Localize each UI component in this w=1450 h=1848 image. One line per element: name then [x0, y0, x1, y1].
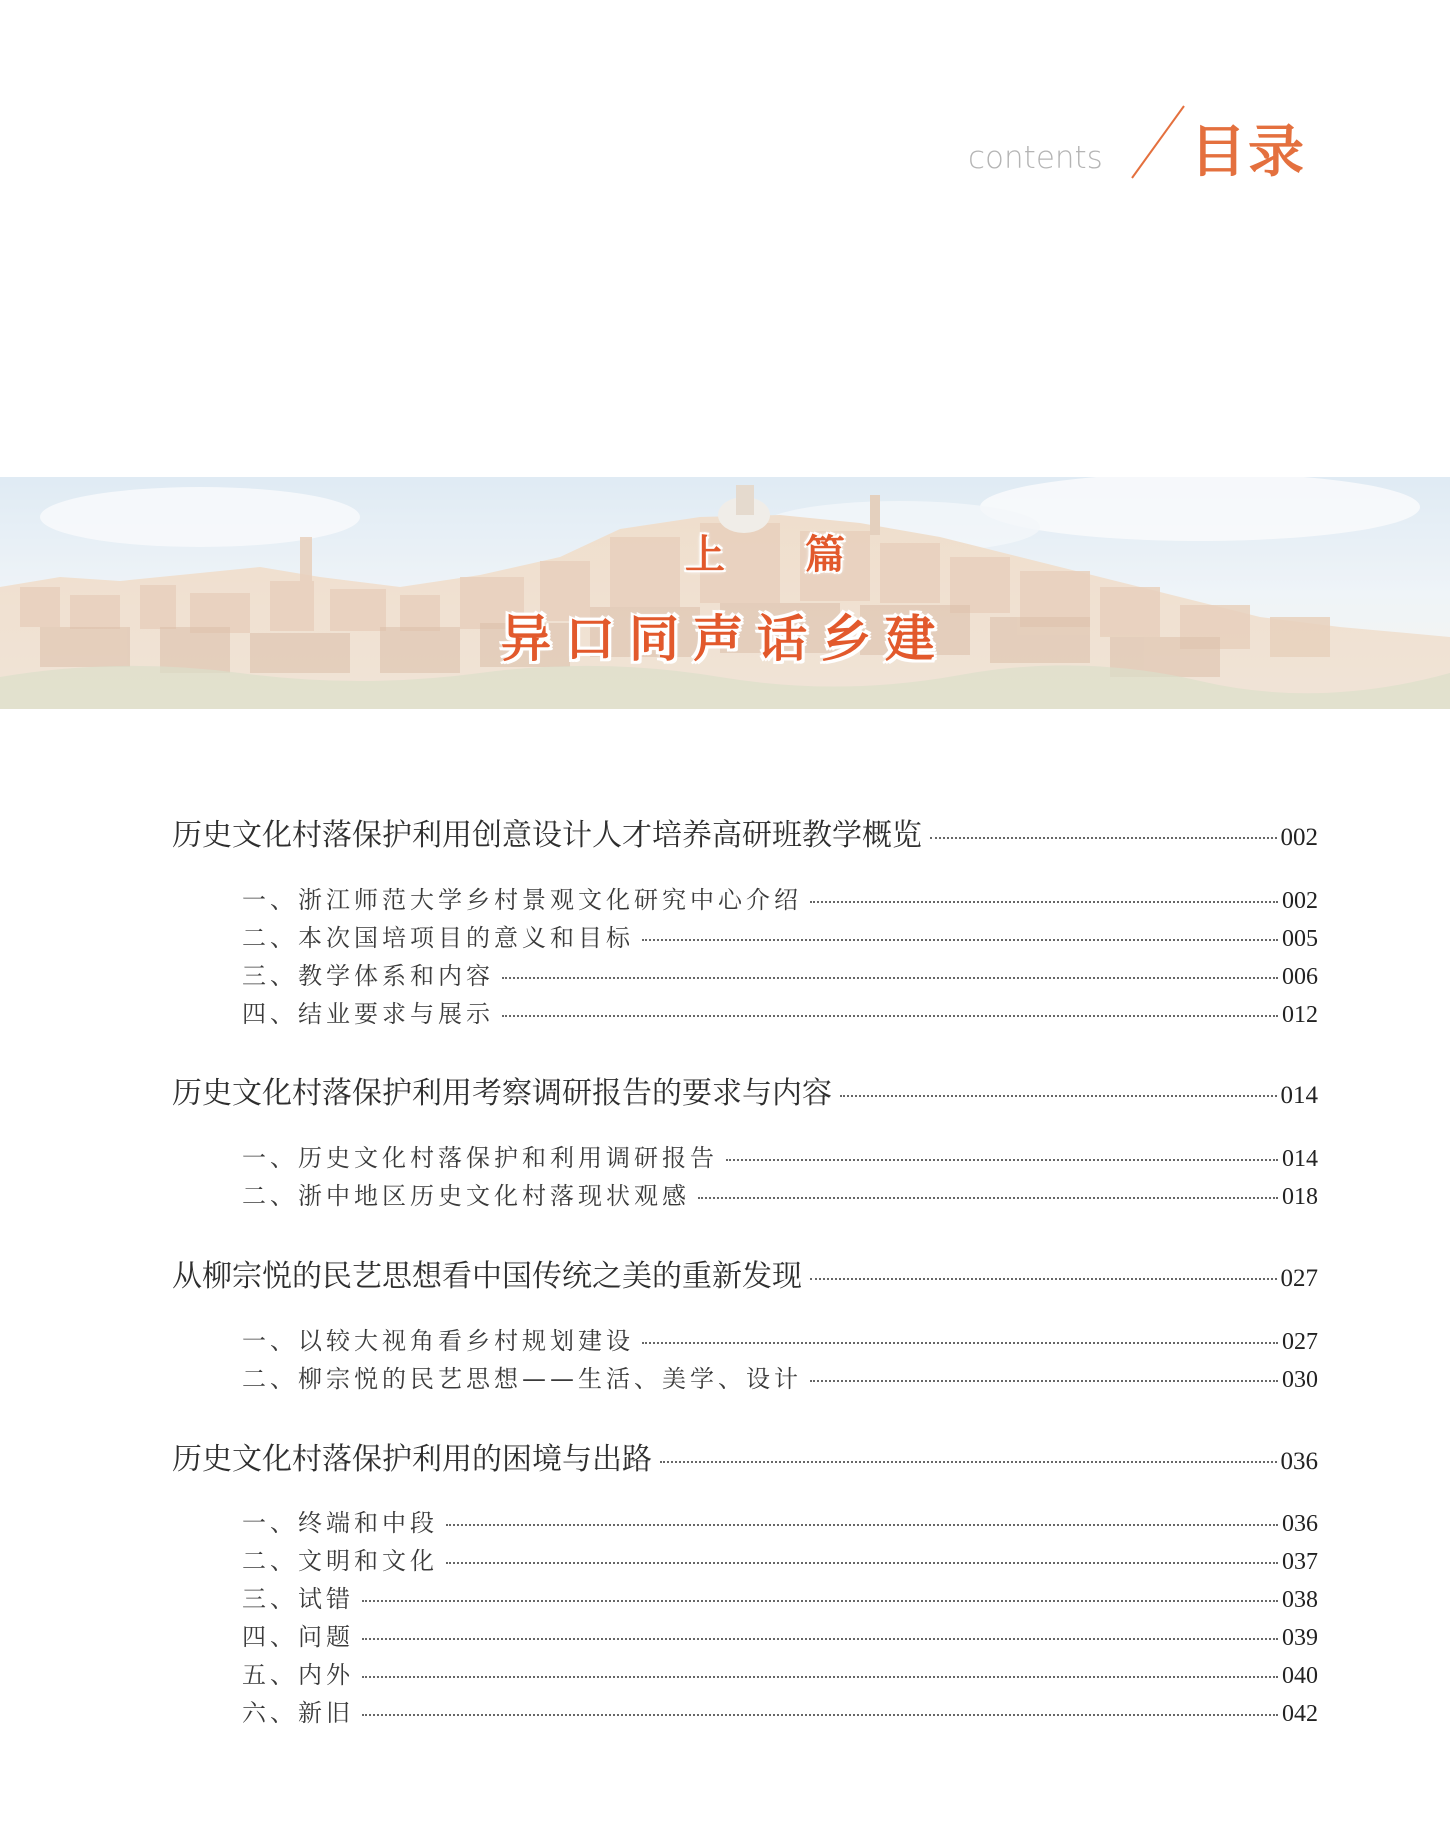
toc-page-number: 042	[1282, 1701, 1318, 1727]
toc-label: 历史文化村落保护利用创意设计人才培养高研班教学概览	[172, 818, 922, 853]
toc-entry-main[interactable]	[172, 810, 1318, 854]
toc-label: 三、试错	[242, 1585, 354, 1613]
contents-label: contents	[968, 140, 1103, 176]
dot-leader	[502, 1015, 1278, 1017]
toc-entry-sub[interactable]	[242, 1138, 1318, 1173]
toc-label: 二、柳宗悦的民艺思想——生活、美学、设计	[242, 1365, 802, 1393]
toc-label: 二、文明和文化	[242, 1547, 438, 1575]
toc-page-number: 002	[1282, 888, 1318, 914]
toc-page-number: 036	[1282, 1511, 1318, 1537]
toc-entry-sub[interactable]	[242, 1655, 1318, 1690]
section-subtitle: 上篇	[685, 531, 925, 578]
dot-leader	[446, 1562, 1278, 1564]
page-title: 目录	[1190, 119, 1306, 185]
toc-label: 一、历史文化村落保护和利用调研报告	[242, 1144, 718, 1172]
page-header	[0, 0, 1450, 240]
toc-page-number: 030	[1282, 1367, 1318, 1393]
toc-entry-sub[interactable]	[242, 1693, 1318, 1728]
dot-leader	[726, 1159, 1278, 1161]
section-title: 异口同声话乡建	[501, 609, 949, 668]
toc-entry-sub[interactable]	[242, 1321, 1318, 1356]
toc-label: 一、浙江师范大学乡村景观文化研究中心介绍	[242, 886, 802, 914]
toc-label: 四、结业要求与展示	[242, 1000, 494, 1028]
toc-label: 一、终端和中段	[242, 1509, 438, 1537]
toc-entry-sub[interactable]	[242, 918, 1318, 953]
toc-page-number: 039	[1282, 1625, 1318, 1651]
toc-entry-sub[interactable]	[242, 956, 1318, 991]
dot-leader	[362, 1714, 1278, 1716]
toc-entry-main[interactable]	[172, 1068, 1318, 1112]
dot-leader	[930, 837, 1277, 839]
toc-entry-sub[interactable]	[242, 880, 1318, 915]
toc-label: 三、教学体系和内容	[242, 962, 494, 990]
dot-leader	[810, 1278, 1277, 1280]
section-banner	[0, 477, 1450, 709]
dot-leader	[660, 1461, 1277, 1463]
toc-page-number: 014	[1282, 1146, 1318, 1172]
dot-leader	[446, 1524, 1278, 1526]
dot-leader	[642, 1342, 1278, 1344]
toc-label: 五、内外	[242, 1661, 354, 1689]
toc-page-number: 027	[1282, 1329, 1318, 1355]
dot-leader	[810, 1380, 1278, 1382]
toc-entry-sub[interactable]	[242, 994, 1318, 1029]
toc-entry-sub[interactable]	[242, 1176, 1318, 1211]
toc-page-number: 005	[1282, 926, 1318, 952]
toc-entry-main[interactable]	[172, 1251, 1318, 1295]
toc-entry-main[interactable]	[172, 1434, 1318, 1478]
toc-label: 一、以较大视角看乡村规划建设	[242, 1327, 634, 1355]
toc-page-number: 012	[1282, 1002, 1318, 1028]
toc-entry-sub[interactable]	[242, 1579, 1318, 1614]
dot-leader	[362, 1600, 1278, 1602]
toc-entry-sub[interactable]	[242, 1359, 1318, 1394]
dot-leader	[810, 901, 1278, 903]
toc-entry-sub[interactable]	[242, 1617, 1318, 1652]
town-skyline-image	[0, 477, 1450, 709]
toc-page-number: 036	[1280, 1448, 1318, 1475]
dot-leader	[502, 977, 1278, 979]
dot-leader	[642, 939, 1278, 941]
toc-label: 二、本次国培项目的意义和目标	[242, 924, 634, 952]
dot-leader	[840, 1095, 1277, 1097]
toc-label: 四、问题	[242, 1623, 354, 1651]
toc-entry-sub[interactable]	[242, 1503, 1318, 1538]
toc-label: 历史文化村落保护利用的困境与出路	[172, 1442, 652, 1477]
toc-page-number: 014	[1280, 1082, 1318, 1109]
toc-label: 历史文化村落保护利用考察调研报告的要求与内容	[172, 1076, 832, 1111]
toc-page-number: 018	[1282, 1184, 1318, 1210]
toc-page-number: 037	[1282, 1549, 1318, 1575]
toc-page-number: 038	[1282, 1587, 1318, 1613]
toc-page-number: 027	[1280, 1265, 1318, 1292]
toc-page-number: 002	[1280, 824, 1318, 851]
toc-entry-sub[interactable]	[242, 1541, 1318, 1576]
toc-page-number: 040	[1282, 1663, 1318, 1689]
toc-label: 六、新旧	[242, 1699, 354, 1727]
dot-leader	[362, 1676, 1278, 1678]
toc-page-number: 006	[1282, 964, 1318, 990]
dot-leader	[362, 1638, 1278, 1640]
dot-leader	[698, 1197, 1278, 1199]
toc-label: 二、浙中地区历史文化村落现状观感	[242, 1182, 690, 1210]
divider-slash-icon	[1128, 104, 1188, 180]
toc-label: 从柳宗悦的民艺思想看中国传统之美的重新发现	[172, 1259, 802, 1294]
